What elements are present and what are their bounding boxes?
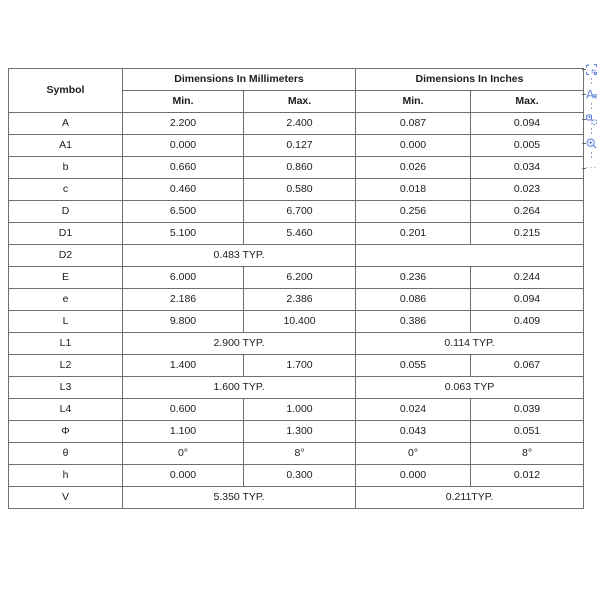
cell-in-max: 0.094 — [471, 113, 584, 135]
table-row — [9, 333, 584, 355]
header-mm-min: Min. — [123, 91, 244, 113]
cell-in-min: 0.000 — [356, 465, 471, 487]
cell-mm-max: 6.200 — [244, 267, 356, 289]
cell-symbol: Φ — [9, 421, 123, 443]
cell-mm-span: 5.350 TYP. — [123, 487, 356, 509]
cell-mm-min: 0.460 — [123, 179, 244, 201]
smart-select-crop-icon[interactable] — [584, 62, 599, 77]
dimension-table — [8, 68, 584, 509]
more-options-icon[interactable]: ··· — [585, 162, 598, 172]
cell-symbol: D — [9, 201, 123, 223]
cell-symbol: D1 — [9, 223, 123, 245]
cell-in-min: 0.000 — [356, 135, 471, 157]
object-select-icon[interactable] — [584, 112, 599, 127]
cell-mm-max: 2.386 — [244, 289, 356, 311]
cell-mm-max: 1.300 — [244, 421, 356, 443]
cell-mm-span: 2.900 TYP. — [123, 333, 356, 355]
cell-in-min: 0.018 — [356, 179, 471, 201]
cell-in-min: 0.201 — [356, 223, 471, 245]
cell-in-max: 0.215 — [471, 223, 584, 245]
table-row — [9, 399, 584, 421]
table-row — [9, 113, 584, 135]
cell-mm-min: 0.000 — [123, 135, 244, 157]
header-group-inches: Dimensions In Inches — [356, 69, 584, 91]
cell-mm-max: 6.700 — [244, 201, 356, 223]
toolbar-divider — [591, 152, 592, 160]
cell-symbol: D2 — [9, 245, 123, 267]
table-row — [9, 421, 584, 443]
cell-mm-span: 1.600 TYP. — [123, 377, 356, 399]
header-group-millimeters: Dimensions In Millimeters — [123, 69, 356, 91]
table-row — [9, 201, 584, 223]
cell-mm-min: 2.186 — [123, 289, 244, 311]
cell-mm-min: 0.000 — [123, 465, 244, 487]
table-row — [9, 487, 584, 509]
cell-in-max: 0.094 — [471, 289, 584, 311]
cell-symbol: L3 — [9, 377, 123, 399]
table-row — [9, 377, 584, 399]
cell-in-span: 0.211TYP. — [356, 487, 584, 509]
cell-symbol: L — [9, 311, 123, 333]
cell-in-min: 0.024 — [356, 399, 471, 421]
table-row — [9, 443, 584, 465]
cell-mm-min: 0.600 — [123, 399, 244, 421]
toolbar-divider — [591, 78, 592, 86]
cell-in-span: 0.063 TYP — [356, 377, 584, 399]
zoom-magnifier-icon[interactable] — [584, 136, 599, 151]
cell-in-min: 0.055 — [356, 355, 471, 377]
cell-mm-max: 0.860 — [244, 157, 356, 179]
table-row — [9, 223, 584, 245]
cell-in-max: 0.264 — [471, 201, 584, 223]
table-row — [9, 355, 584, 377]
cell-in-max: 0.039 — [471, 399, 584, 421]
cell-symbol: e — [9, 289, 123, 311]
cell-symbol: L1 — [9, 333, 123, 355]
cell-in-max: 0.067 — [471, 355, 584, 377]
cell-symbol: A1 — [9, 135, 123, 157]
cell-mm-min: 6.500 — [123, 201, 244, 223]
cell-in-span — [356, 245, 584, 267]
header-in-max: Max. — [471, 91, 584, 113]
cell-mm-min: 9.800 — [123, 311, 244, 333]
cell-mm-max: 5.460 — [244, 223, 356, 245]
table-row — [9, 245, 584, 267]
cell-mm-max: 1.700 — [244, 355, 356, 377]
cell-in-max: 0.012 — [471, 465, 584, 487]
cell-mm-min: 0° — [123, 443, 244, 465]
table-row — [9, 465, 584, 487]
cell-in-min: 0° — [356, 443, 471, 465]
cell-mm-max: 8° — [244, 443, 356, 465]
cell-mm-span: 0.483 TYP. — [123, 245, 356, 267]
cell-symbol: b — [9, 157, 123, 179]
cell-symbol: θ — [9, 443, 123, 465]
cell-symbol: L2 — [9, 355, 123, 377]
cell-symbol: L4 — [9, 399, 123, 421]
cell-mm-max: 1.000 — [244, 399, 356, 421]
header-in-min: Min. — [356, 91, 471, 113]
cell-symbol: c — [9, 179, 123, 201]
cell-in-max: 0.409 — [471, 311, 584, 333]
image-tool-smart-select[interactable] — [583, 62, 600, 77]
toolbar-divider — [591, 128, 592, 136]
cell-in-max: 8° — [471, 443, 584, 465]
cell-mm-min: 1.400 — [123, 355, 244, 377]
image-tool-more[interactable] — [583, 161, 600, 174]
cell-mm-max: 2.400 — [244, 113, 356, 135]
image-tool-zoom[interactable] — [583, 136, 600, 151]
cell-in-span: 0.114 TYP. — [356, 333, 584, 355]
cell-in-min: 0.087 — [356, 113, 471, 135]
header-mm-max: Max. — [244, 91, 356, 113]
cell-symbol: V — [9, 487, 123, 509]
table-row — [9, 157, 584, 179]
cell-symbol: h — [9, 465, 123, 487]
cell-in-min: 0.026 — [356, 157, 471, 179]
cell-in-min: 0.043 — [356, 421, 471, 443]
cell-mm-max: 10.400 — [244, 311, 356, 333]
cell-in-max: 0.051 — [471, 421, 584, 443]
table-row — [9, 179, 584, 201]
cell-in-min: 0.236 — [356, 267, 471, 289]
cell-mm-max: 0.580 — [244, 179, 356, 201]
dimension-table-container — [8, 68, 583, 509]
cell-mm-min: 1.100 — [123, 421, 244, 443]
table-row — [9, 311, 584, 333]
cell-mm-max: 0.127 — [244, 135, 356, 157]
table-row — [9, 135, 584, 157]
table-row — [9, 267, 584, 289]
extract-text-icon[interactable] — [584, 87, 599, 102]
image-tool-object-select[interactable] — [583, 112, 600, 127]
table-body — [9, 113, 584, 509]
header-symbol: Symbol — [9, 69, 123, 113]
cell-mm-min: 5.100 — [123, 223, 244, 245]
image-tools-toolbar[interactable] — [583, 62, 600, 174]
cell-mm-min: 6.000 — [123, 267, 244, 289]
cell-symbol: E — [9, 267, 123, 289]
image-tool-extract-text[interactable] — [583, 87, 600, 102]
cell-in-min: 0.086 — [356, 289, 471, 311]
cell-in-min: 0.386 — [356, 311, 471, 333]
cell-in-max: 0.005 — [471, 135, 584, 157]
toolbar-divider — [591, 103, 592, 111]
cell-mm-min: 2.200 — [123, 113, 244, 135]
table-row — [9, 289, 584, 311]
cell-symbol: A — [9, 113, 123, 135]
cell-in-max: 0.023 — [471, 179, 584, 201]
table-header-row-groups — [9, 69, 584, 91]
table-header — [9, 69, 584, 113]
cell-in-min: 0.256 — [356, 201, 471, 223]
cell-mm-max: 0.300 — [244, 465, 356, 487]
cell-mm-min: 0.660 — [123, 157, 244, 179]
cell-in-max: 0.034 — [471, 157, 584, 179]
cell-in-max: 0.244 — [471, 267, 584, 289]
